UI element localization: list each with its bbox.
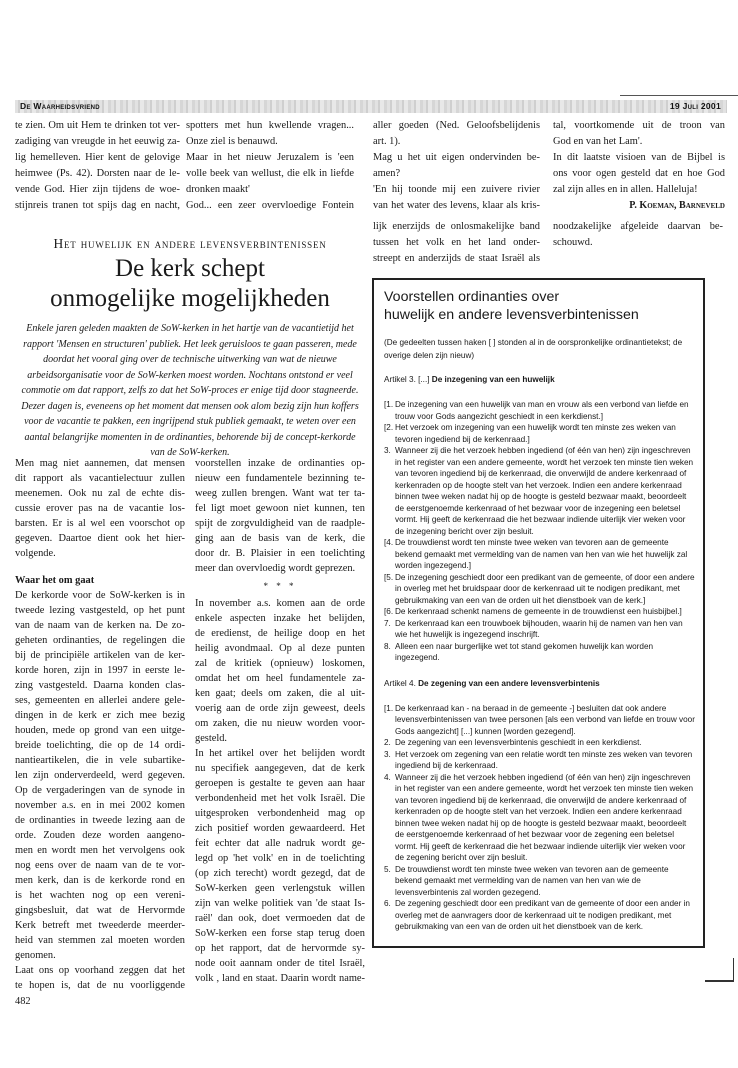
item-text: De kerkenraad kan - na beraad in de gemeente -] besluiten dat ook andere levensverbintenissen van twee personen [als een verbond van liefde en trouw voor Gods aangezicht] [...] kunnen [worden gezegend]. bbox=[395, 703, 695, 736]
text-line: vende God. Hier zijn tijdens de woe- bbox=[15, 184, 180, 195]
ordinance-item bbox=[384, 641, 695, 664]
item-number: 2. bbox=[384, 738, 391, 747]
item-number: 4. bbox=[384, 772, 391, 782]
ordinance-item bbox=[384, 737, 695, 749]
text-line: raël' dan ook, doet vermoeden dat de bbox=[195, 913, 365, 924]
text-line: geroepen is gestalte te geven aan haar bbox=[195, 778, 365, 789]
issue-date: 19 Juli 2001 bbox=[669, 101, 721, 111]
body-column-1 bbox=[15, 456, 185, 993]
text-line: aller goeden (Ned. Geloofsbelijdenis bbox=[373, 120, 540, 131]
top-column-3 bbox=[373, 118, 540, 214]
text-line: volk , land en staat. Daarin wordt name- bbox=[195, 973, 365, 984]
text-line: nog eens over de naam van de te vor- bbox=[15, 860, 185, 871]
text-line: SoW-kerken een forse stap terug doen bbox=[195, 928, 365, 939]
top-column-2 bbox=[186, 118, 354, 214]
text-line: In het artikel over het belijden wordt bbox=[195, 748, 365, 759]
intro-line: commotie om dat rapport, zelfs zo dat het SoW-proces er enige tijd door stagneerde. bbox=[21, 385, 359, 396]
text-line: (op zich terecht) wordt gezegd, dat de bbox=[195, 868, 365, 879]
text-line: orde. Zouden deze worden aangeno- bbox=[15, 830, 185, 841]
text-line: weeg zullen brengen. Want wat ter ta- bbox=[195, 488, 365, 499]
article-heading bbox=[384, 678, 695, 690]
text-line: lig hemelleven. Hier kent de gelovige bbox=[15, 152, 180, 163]
text-line: is het wachten nog op een vereni- bbox=[15, 890, 185, 901]
ordinance-proposals-box bbox=[372, 278, 705, 948]
intro-line: aantal belangrijke momenten in de ordinanties, behorende bij de concept-kerkorde bbox=[24, 431, 356, 443]
subheading: Waar het om gaat bbox=[15, 575, 95, 586]
text-line: tweede lezing vastgesteld, op het punt bbox=[15, 605, 185, 616]
text-line: dingen in de kerk er zich mee bezig bbox=[15, 710, 185, 721]
text-line: te zien. Om uit Hem te drinken tot ver- bbox=[15, 120, 180, 131]
item-text: De inzegening geschiedt door een predikant van de gemeente, of door een andere in overleg met het bruidspaar door de kerkenraad uit te nodigen predikant, met gebruikmaking van een van de orden uit het dienstboek van de kerk.] bbox=[395, 572, 695, 605]
text-line: ses, gemeenten en allerlei andere gele- bbox=[15, 695, 185, 706]
text-line: God... een zeer overvloedige Fontein bbox=[186, 200, 354, 211]
ordinance-item bbox=[384, 864, 695, 899]
text-line: node ooit aannam onder de titel Israël, bbox=[195, 958, 365, 969]
item-text: De zegening geschiedt door een predikant van de gemeente of door een ander in overleg met de aanvragers door de kerkenraad uit te nodigen predikant, met gebruikmaking van een van de orden uit het dienstboek van de kerk. bbox=[395, 899, 690, 931]
text-line: dronken maakt' bbox=[186, 184, 250, 195]
text-line: Maar in het nieuw Jeruzalem is 'een bbox=[186, 152, 354, 163]
intro-line: doordat het vooral ging over de technische uitwerking van wat de nieuwe bbox=[43, 354, 337, 365]
text-line: In dit laatste visioen van de Bijbel is bbox=[553, 152, 725, 163]
article-label: Artikel 3. [...] bbox=[384, 375, 430, 384]
item-text: De trouwdienst wordt ten minste twee weken van tevoren aan de gemeente bekend gemaakt met vermelding van de namen van hen van wie de levensverbintenis zal worden gezegend. bbox=[395, 864, 669, 897]
body-column-2 bbox=[195, 456, 365, 986]
crop-mark bbox=[705, 958, 734, 982]
item-number: [1. bbox=[384, 400, 394, 409]
item-text: Het verzoek om inzegening van een huwelijk wordt ten minste zes weken van tevoren ingediend bij de kerkenraad.] bbox=[395, 423, 676, 444]
text-line: zing vastgesteld. Daarna konden clas- bbox=[15, 680, 185, 691]
item-text: Het verzoek om zegening van een relatie wordt ten minste zes weken van tevoren ingediend bij de kerkenraad. bbox=[395, 749, 693, 770]
ordinance-item bbox=[384, 618, 695, 641]
text-line: nantieartikelen, die in vele subartike- bbox=[15, 755, 185, 766]
text-line: meer dan overvloedig wordt geprezen. bbox=[195, 563, 356, 574]
item-number: 3. bbox=[384, 749, 391, 759]
top-column-1 bbox=[15, 118, 180, 214]
item-text: Alleen een naar burgerlijke wet tot stand gekomen huwelijk kan worden ingezegend. bbox=[395, 641, 654, 662]
text-line: uitgesproken verbondenheid mag op bbox=[195, 808, 365, 819]
item-number: [4. bbox=[384, 538, 394, 547]
text-line: voerig aan de orde zijn geweest, deels bbox=[195, 703, 365, 714]
article-intro bbox=[15, 321, 365, 461]
item-text: De kerkenraad kan een trouwboek bijhouden, waarin hij de namen van hen van wie het huwelijk is ingezegend inschrijft. bbox=[395, 618, 683, 639]
text-line: zich positief worden gewaardeerd. Het bbox=[195, 823, 365, 834]
text-line: omdat het om heel fundamentele za- bbox=[195, 673, 365, 684]
item-text: De trouwdienst wordt ten minste twee weken van tevoren aan de gemeente bekend gemaakt met vermelding van de namen van hen van wie het huwelijk zal worden ingezegend.] bbox=[395, 538, 688, 570]
text-line: Kerk betreft met tweederde meerder- bbox=[15, 920, 185, 931]
text-line: geheten ordinanties, de regelingen die bbox=[15, 635, 185, 646]
item-number: 5. bbox=[384, 864, 391, 874]
text-line: streept en anderzijds de staat Israël als bbox=[373, 253, 540, 264]
box-title-line: Voorstellen ordinanties over bbox=[384, 289, 560, 305]
item-number: 8. bbox=[384, 641, 391, 651]
text-line: te hopen is, dat de nu voorliggende bbox=[15, 980, 185, 991]
body-column-3 bbox=[373, 219, 540, 267]
text-line: op het rapport, dat de hervormde sy- bbox=[195, 943, 365, 954]
item-number: [1. bbox=[384, 703, 394, 713]
text-line: genomen. bbox=[15, 950, 56, 961]
text-line: voorstellen inzake de ordinanties op- bbox=[195, 458, 365, 469]
author-signature: P. Koeman, Barneveld bbox=[629, 200, 725, 211]
text-line: meenemen. Ook nu zal de echte dis- bbox=[15, 488, 185, 499]
section-break-ornament: * * * bbox=[263, 581, 297, 591]
text-line: Mag u het uit eigen ondervinden be- bbox=[373, 152, 540, 163]
text-line: zadiging van vreugde in het eeuwig za- bbox=[15, 136, 180, 147]
text-line: van het water des levens, klaar als kris- bbox=[373, 200, 540, 211]
text-line: De kerkorde voor de SoW-kerken is in bbox=[15, 590, 185, 601]
articles bbox=[384, 374, 695, 933]
header-rule bbox=[620, 95, 738, 96]
text-line: ons voor ogen gesteld dat en hoe God bbox=[553, 168, 725, 179]
text-line: God en van het Lam'. bbox=[553, 136, 643, 147]
text-line: dit rapport als vacantielectuur zullen bbox=[15, 473, 185, 484]
text-line: gegeven. Daartoe dient ook het hier- bbox=[15, 533, 185, 544]
article-title: De zegening van een andere levensverbintenis bbox=[418, 678, 600, 688]
text-line: enkele aspecten inzake het belijden, bbox=[195, 613, 365, 624]
text-line: houden, mede op grond van een uitge- bbox=[15, 725, 185, 736]
text-line: ken gaat; deels om zaken, die al uit- bbox=[195, 688, 365, 699]
text-line: Op de vergaderingen van de synode in bbox=[15, 785, 185, 796]
text-line: tal, voortkomende uit de troon van bbox=[553, 120, 725, 131]
item-text: Wanneer zij die het verzoek hebben ingediend (of één van hen) zijn ingeschreven in het register van een andere gemeente, wordt het verzoek ten minste tien weken van tevoren ingediend bij de kerkenraad, die onverwijld de andere kerkenraad of kerkenraden op de hoogte stelt van het verzoek. Indien een andere kerkenraad binnen twee weken nadat hij op de hoogte is gesteld bezwaar maakt, beoordeelt de eerstgenoemde kerkenraad of het bezwaar voor de zegening een beletsel vormt. Hij geeft de kerkenraad die het bezwaar indiende uiterlijk vier weken voor de zegening bericht over zijn besluit. bbox=[395, 772, 694, 862]
intro-line: Dezer dagen is, eveneens op het moment dat mensen ook alom bezig zijn hun koffers bbox=[21, 400, 359, 412]
text-line: gesteld. bbox=[195, 733, 228, 744]
item-number: [5. bbox=[384, 572, 394, 582]
text-line: stijnreis tranen tot spijs dag en nacht, bbox=[15, 200, 180, 211]
text-line: SoW-kerken geen verlengstuk willen bbox=[195, 883, 365, 894]
ordinance-item bbox=[384, 537, 695, 572]
item-number: 3. bbox=[384, 446, 391, 455]
ordinance-item bbox=[384, 606, 695, 618]
ordinance-item bbox=[384, 445, 695, 537]
ordinance-item bbox=[384, 749, 695, 772]
ordinance-item bbox=[384, 703, 695, 738]
text-line: fel ligt moet gewoon niet kunnen, ten bbox=[195, 503, 365, 514]
intro-line: rapport 'Mensen en structuren' publiek. Het leek geruisloos te gaan passeren, mede bbox=[23, 338, 357, 350]
running-header bbox=[15, 100, 727, 113]
item-number: [6. bbox=[384, 607, 394, 616]
item-text: De inzegening van een huwelijk van man en vrouw als een verbond van liefde en trouw voor Gods aangezicht geschiedt in een kerkdienst.] bbox=[395, 400, 689, 421]
intro-line: voor de vacantie te pakken, een ingrijpend stuk publiek gemaakt, te weten over een bbox=[24, 416, 356, 427]
text-line: lijk enerzijds de onlosmakelijke band bbox=[373, 221, 540, 232]
title-line: onmogelijke mogelijkheden bbox=[50, 285, 330, 312]
text-line: zal de kritiek (opnieuw) loskomen, bbox=[195, 658, 365, 669]
text-line: zijn van welke politiek van 'de staat Is- bbox=[195, 898, 365, 909]
article-heading bbox=[384, 374, 695, 386]
text-line: de eredienst, de heilige doop en het bbox=[195, 628, 365, 639]
text-line: Men mag niet aannemen, dat mensen bbox=[15, 458, 185, 469]
item-text: Wanneer zij die het verzoek hebben ingediend (of één van hen) zijn ingeschreven in het register van een andere gemeente, wordt het verzoek ten minste tien weken van tevoren ingediend bij de kerkenraad, die onverwijld de andere kerkenraad of kerkenraden op de hoogte stelt van het verzoek. Indien een andere kerkenraad binnen twee weken nadat hij op de hoogte is gesteld bezwaar maakt, beoordeelt de eerstgenoemde kerkenraad of het bezwaar voor de inzegening een beletsel vormt. Hij geeft de kerkenraad die het bezwaar indiende uiterlijk vier weken voor de inzegening bericht over zijn besluit. bbox=[395, 446, 694, 536]
text-line: gingsbesluit, dat wat de Hervormde bbox=[15, 905, 185, 916]
text-line: zal zijn alles en in allen. Halleluja! bbox=[553, 184, 698, 195]
body-column-4 bbox=[553, 219, 723, 251]
item-text: De zegening van een levensverbintenis geschiedt in een kerkdienst. bbox=[395, 738, 642, 747]
text-line: Onze ziel is benauwd. bbox=[186, 136, 278, 147]
box-title bbox=[384, 288, 695, 324]
text-line: 'En hij toonde mij een zuivere rivier bbox=[373, 184, 540, 195]
box-title-line: huwelijk en andere levensverbintenissen bbox=[384, 307, 639, 323]
page-number: 482 bbox=[15, 996, 31, 1007]
text-line: spijt de zorgvuldigheid van de raadple- bbox=[195, 518, 365, 529]
ordinance-item bbox=[384, 572, 695, 607]
text-line: noodzakelijke afgeleide daarvan be- bbox=[553, 221, 723, 232]
text-line: art. 1). bbox=[373, 136, 401, 147]
item-number: [2. bbox=[384, 423, 394, 432]
article-gap bbox=[384, 664, 695, 678]
text-line: feit echter dat alle nadruk wordt ge- bbox=[195, 838, 365, 849]
text-line: heimwee (Ps. 42). Dorsten naar de le- bbox=[15, 168, 180, 179]
text-line: volgende. bbox=[15, 548, 56, 559]
text-line: cussie erover pas na de vacantie los- bbox=[15, 503, 185, 514]
article-title: De inzegening van een huwelijk bbox=[431, 375, 555, 384]
body-column-1-wrapper bbox=[15, 456, 185, 1009]
item-number: 6. bbox=[384, 899, 391, 908]
text-line: spotters met hun kwellende vragen... bbox=[186, 120, 354, 131]
intro-line: arbeidsorganisatie voor de SoW-kerken moest worden. Nochtans ontstond er veel bbox=[27, 369, 353, 381]
text-line: barsten. Er is al wel een voorschot op bbox=[15, 518, 185, 529]
item-number: 7. bbox=[384, 618, 391, 628]
section-kicker: Het huwelijk en andere levensverbintenissen bbox=[53, 236, 327, 251]
text-line: breide toelichting, die op de 14 ordi- bbox=[15, 740, 185, 751]
text-line: nu specifiek aangegeven, dat de kerk bbox=[195, 763, 365, 774]
intro-line: Enkele jaren geleden maakten de SoW-kerken in het hartje van de vacantietijd het bbox=[26, 323, 354, 334]
ordinance-item bbox=[384, 772, 695, 864]
text-line: volle beek van wellust, die elk in liefde bbox=[186, 168, 354, 179]
text-line: heid van stemmen zal moeten worden bbox=[15, 935, 185, 946]
article-title bbox=[15, 254, 365, 314]
text-line: door dr. B. Plaisier in een toelichting bbox=[195, 548, 365, 559]
box-note: (De gedeelten tussen haken [ ] stonden al in de oorspronkelijke ordinantietekst; de overige delen zijn nieuw) bbox=[384, 338, 683, 360]
text-line: heilig avondmaal. Op al deze punten bbox=[195, 643, 365, 654]
text-line: men en wordt men het vervolgens ook bbox=[15, 845, 185, 856]
text-line: november a.s. en in mei 2002 komen bbox=[15, 800, 185, 811]
ordinance-item bbox=[384, 399, 695, 422]
text-line: nieuw een fundamentele bezinning te- bbox=[195, 473, 365, 484]
text-line: schouwd. bbox=[553, 237, 593, 248]
item-text: De kerkenraad schenkt namens de gemeente in de trouwdienst een huisbijbel.] bbox=[395, 607, 682, 616]
text-line: In november a.s. komen aan de orde bbox=[195, 598, 365, 609]
ordinance-item bbox=[384, 898, 695, 933]
text-line: men kerk, dan is de kerkorde rond en bbox=[15, 875, 185, 886]
text-line: tussen het volk en het land onder- bbox=[373, 237, 540, 248]
article-label: Artikel 4. bbox=[384, 678, 416, 688]
text-line: verbondenheid met het volk Israël. Die bbox=[195, 793, 365, 804]
text-line: van de naam van de kerken na. De zo- bbox=[15, 620, 185, 631]
text-line: bij de principiële artikelen van de ker- bbox=[15, 650, 185, 661]
text-line: legd op 'het volk' en in de toelichting bbox=[195, 853, 365, 864]
title-line: De kerk schept bbox=[115, 255, 265, 282]
paragraph-gap bbox=[15, 561, 185, 573]
text-line: om zaken, die nu nieuw worden voor- bbox=[195, 718, 365, 729]
publication-name: De Waarheidsvriend bbox=[20, 101, 100, 111]
intro-line: van de SoW-kerken. bbox=[150, 447, 230, 458]
text-line: amen? bbox=[373, 168, 401, 179]
text-line: Laat ons op voorhand zeggen dat het bbox=[15, 965, 185, 976]
text-line: korde horen, zijn in 1997 in eerste le- bbox=[15, 665, 185, 676]
ordinance-item bbox=[384, 422, 695, 445]
top-column-4 bbox=[553, 118, 725, 214]
text-line: len zijn onderverdeeld, werd gegeven. bbox=[15, 770, 185, 781]
text-line: ging aan de basis van de kerk, die bbox=[195, 533, 365, 544]
text-line: de ordinanties in tweede lezing aan de bbox=[15, 815, 185, 826]
